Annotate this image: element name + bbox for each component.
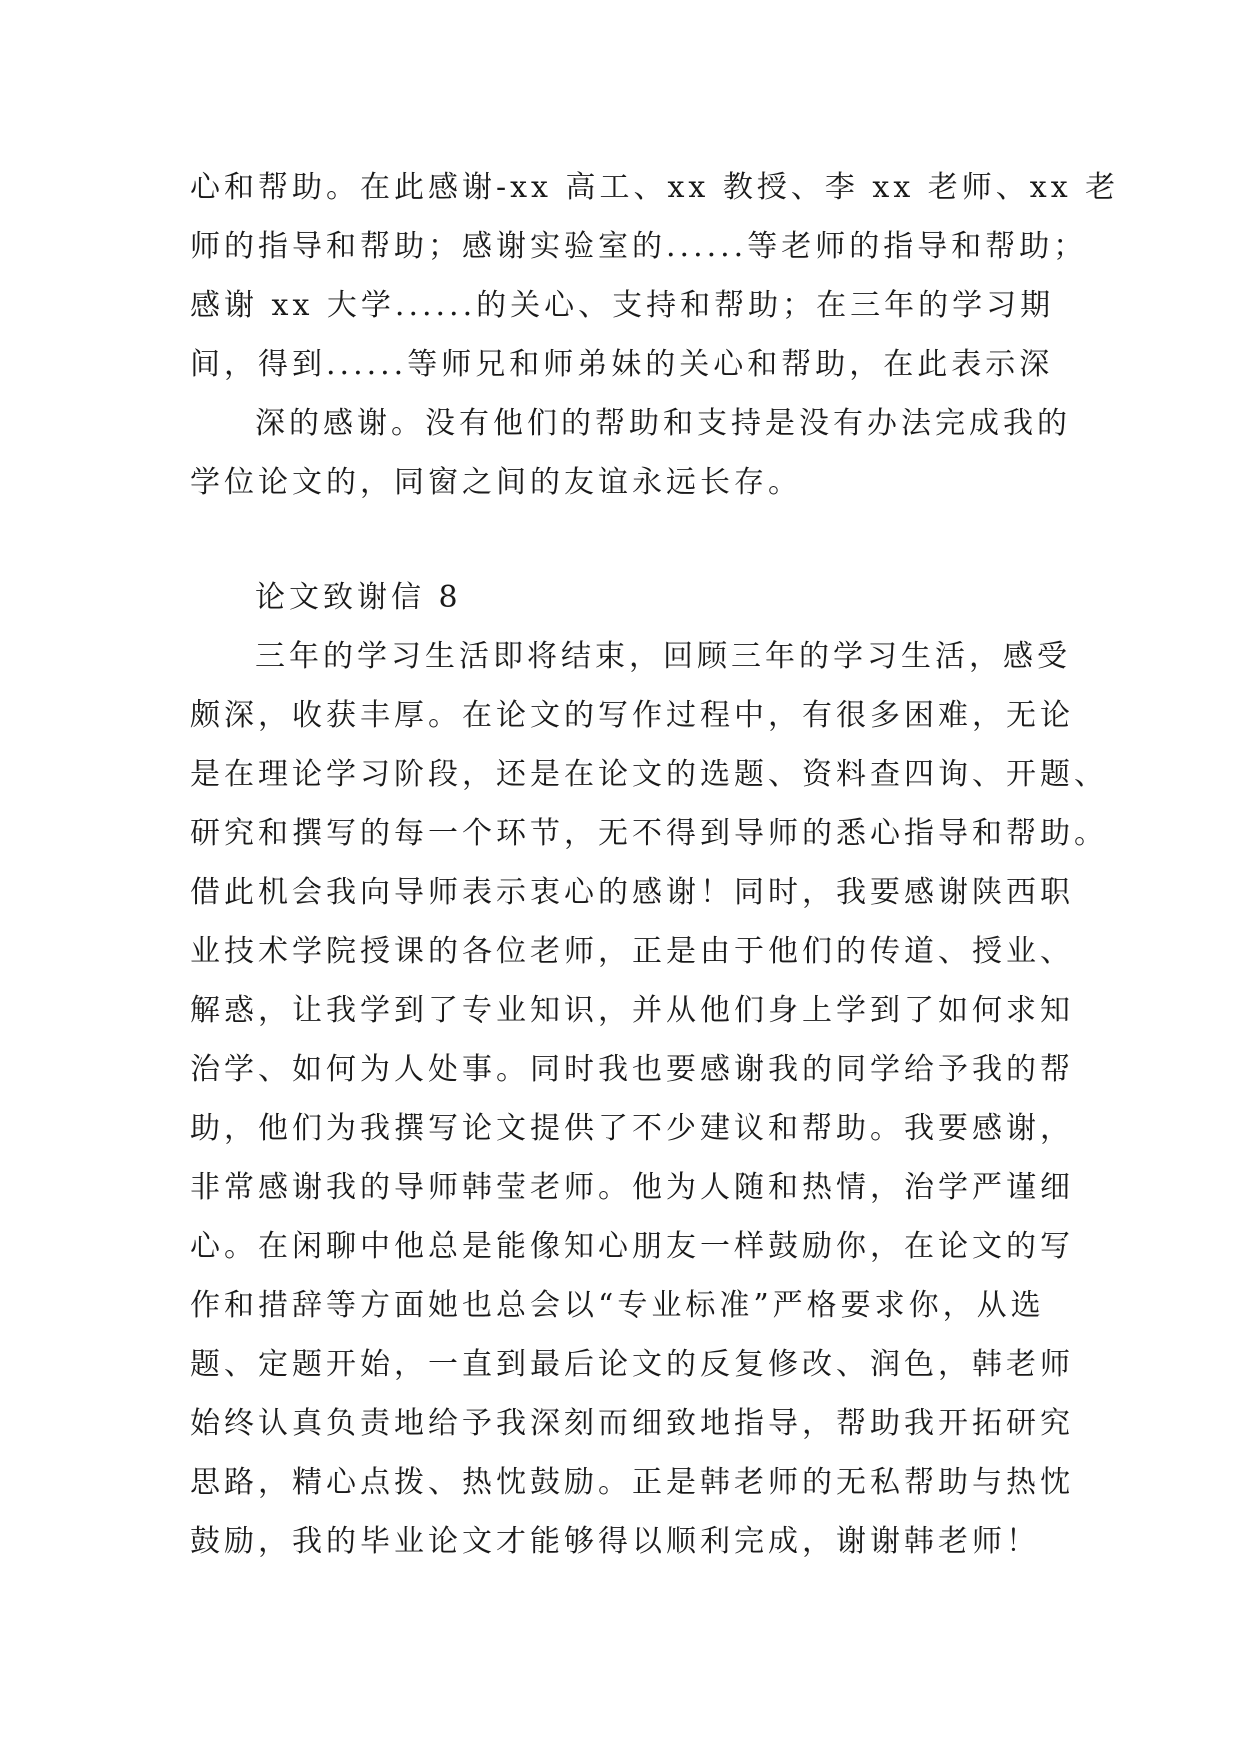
paragraph-line: 作和措辞等方面她也总会以“专业标准”严格要求你，从选 (190, 1288, 1045, 1323)
paragraph-line: 始终认真负责地给予我深刻而细致地指导，帮助我开拓研究 (190, 1406, 1074, 1441)
paragraph-line: 颇深，收获丰厚。在论文的写作过程中，有很多困难，无论 (190, 698, 1074, 733)
paragraph-line: 三年的学习生活即将结束，回顾三年的学习生活，感受 (255, 639, 1071, 674)
paragraph-line: 心。在闲聊中他总是能像知心朋友一样鼓励你，在论文的写 (190, 1229, 1074, 1264)
letter-8-section (190, 568, 1108, 1571)
paragraph-line: 学位论文的，同窗之间的友谊永远长存。 (190, 465, 802, 500)
paragraph-line: 治学、如何为人处事。同时我也要感谢我的同学给予我的帮 (190, 1052, 1074, 1087)
paragraph-line: 借此机会我向导师表示衷心的感谢！同时，我要感谢陕西职 (190, 875, 1074, 910)
paragraph-line: 助，他们为我撰写论文提供了不少建议和帮助。我要感谢， (190, 1111, 1074, 1146)
paragraph-line: 间，得到......等师兄和师弟妹的关心和帮助，在此表示深 (190, 347, 1054, 382)
paragraph-line: 非常感谢我的导师韩莹老师。他为人随和热情，治学严谨细 (190, 1170, 1074, 1205)
paragraph-line: 是在理论学习阶段，还是在论文的选题、资料查四询、开题、 (190, 757, 1108, 792)
paragraph-line: 心和帮助。在此感谢-xx 高工、xx 教授、李 xx 老师、xx 老 (190, 170, 1120, 205)
paragraph-line: 业技术学院授课的各位老师，正是由于他们的传道、授业、 (190, 934, 1074, 969)
section-title: 论文致谢信 8 (255, 580, 462, 615)
paragraph-line: 解惑，让我学到了专业知识，并从他们身上学到了如何求知 (190, 993, 1074, 1028)
paragraph-line: 研究和撰写的每一个环节，无不得到导师的悉心指导和帮助。 (190, 816, 1108, 851)
continuation-paragraph (190, 158, 1120, 512)
paragraph-line: 深的感谢。没有他们的帮助和支持是没有办法完成我的 (255, 406, 1071, 441)
paragraph-line: 鼓励，我的毕业论文才能够得以顺利完成，谢谢韩老师！ (190, 1524, 1040, 1559)
paragraph-line: 思路，精心点拨、热忱鼓励。正是韩老师的无私帮助与热忱 (190, 1465, 1074, 1500)
paragraph-line: 师的指导和帮助；感谢实验室的......等老师的指导和帮助； (190, 229, 1088, 264)
paragraph-line: 感谢 xx 大学......的关心、支持和帮助；在三年的学习期 (190, 288, 1055, 323)
paragraph-line: 题、定题开始，一直到最后论文的反复修改、润色，韩老师 (190, 1347, 1074, 1382)
